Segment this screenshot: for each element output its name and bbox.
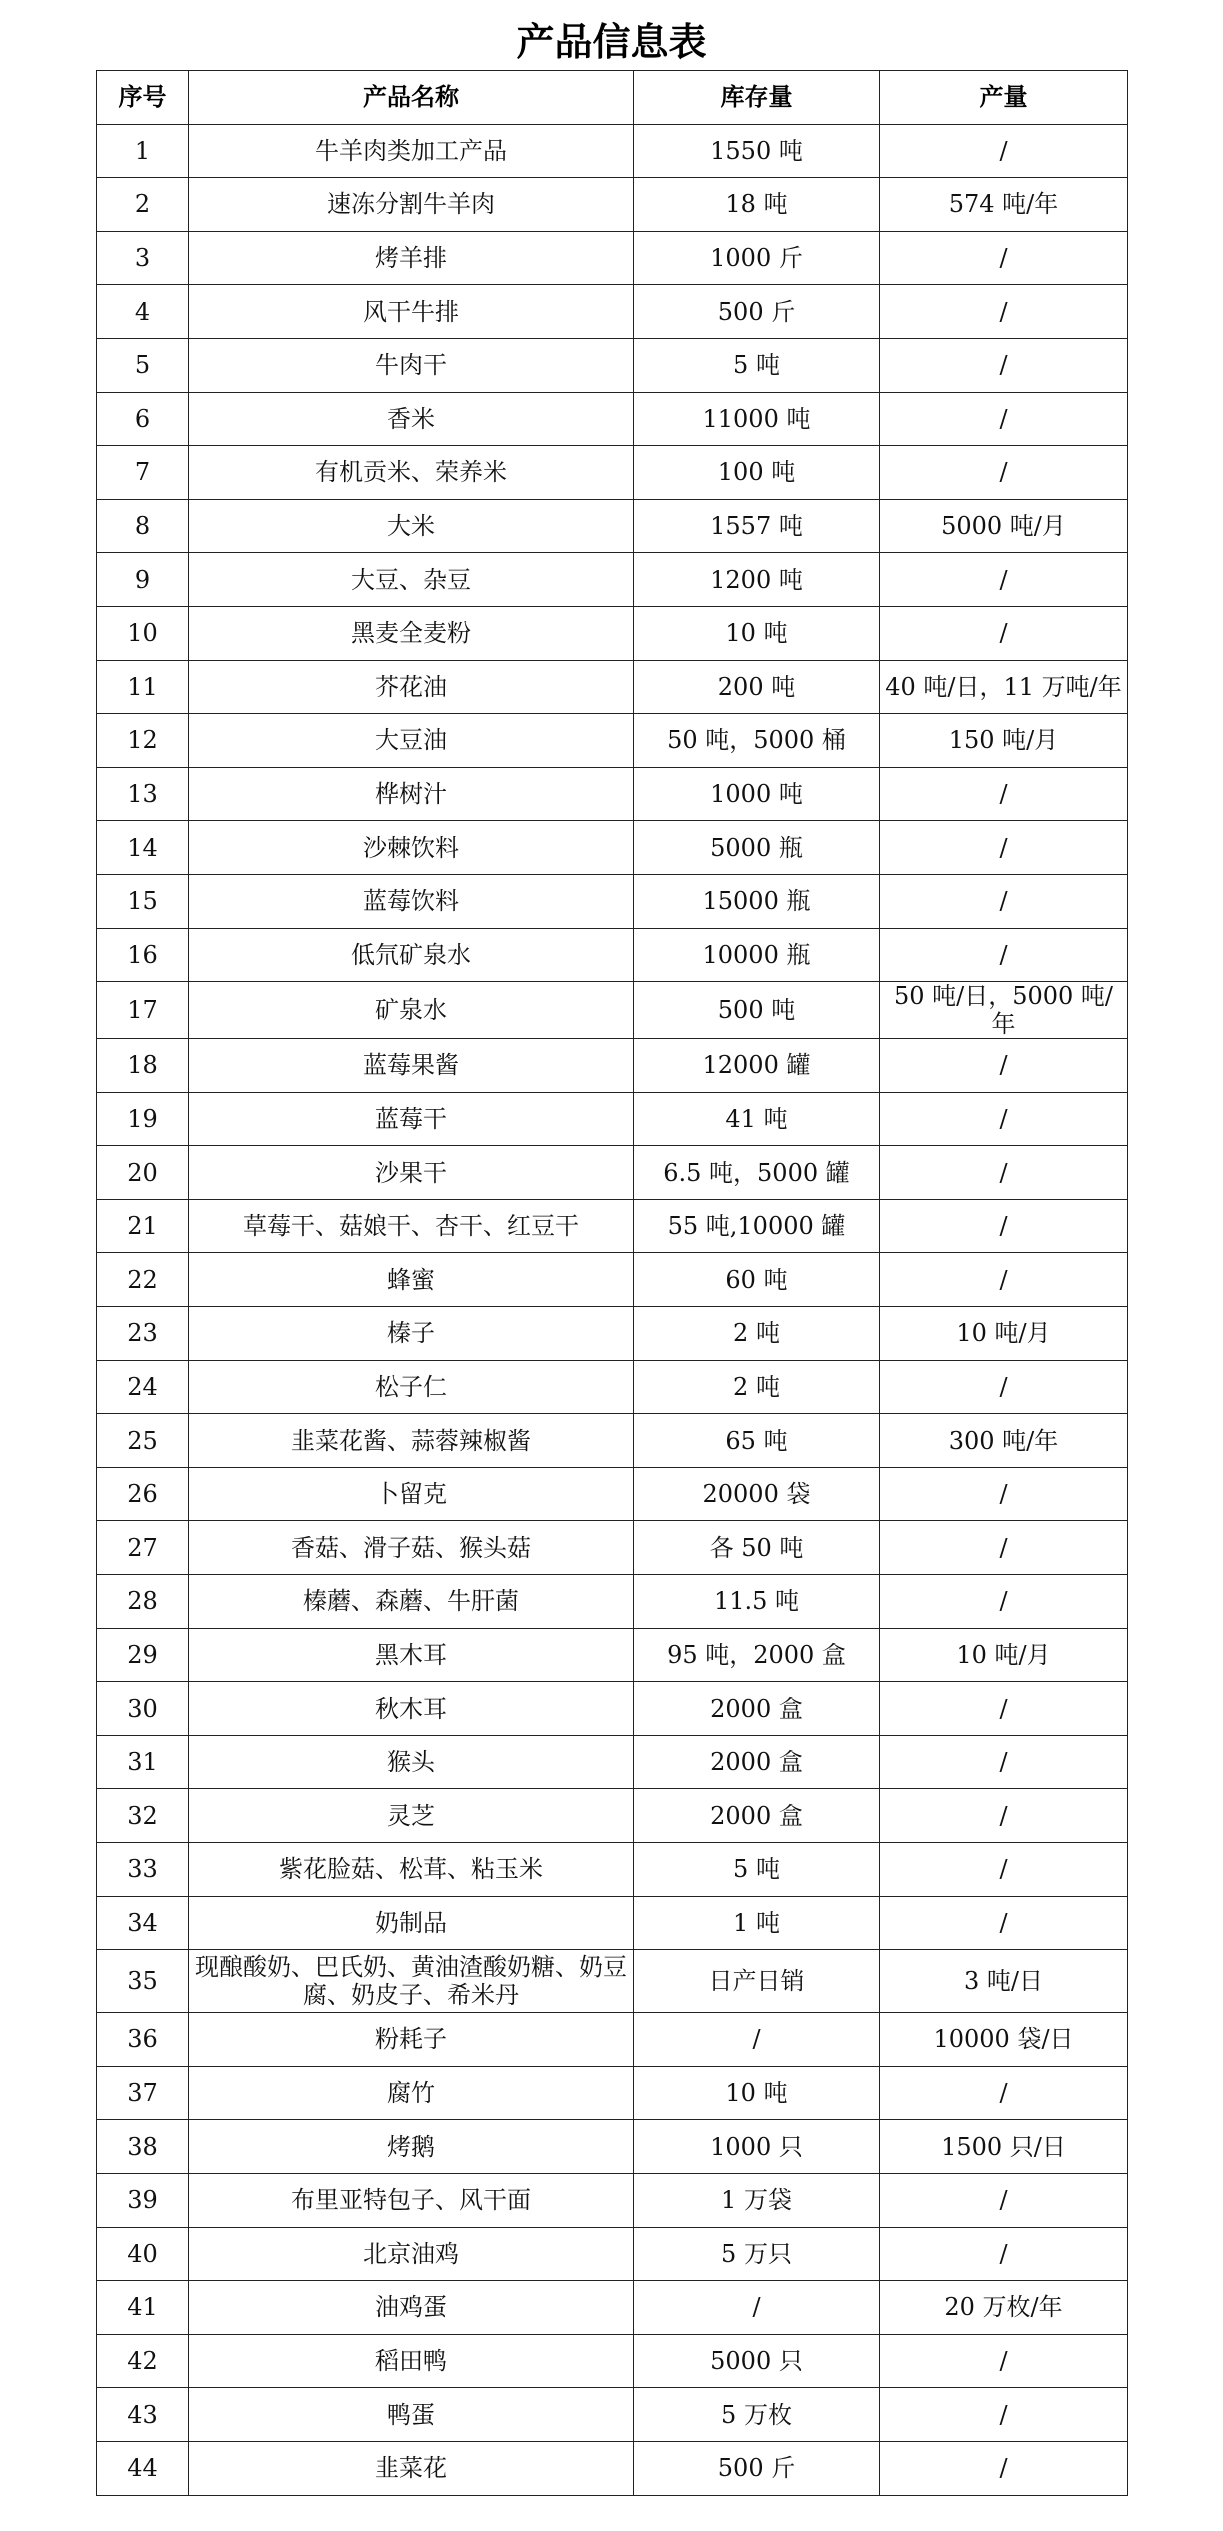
- cell-product-name: 榛蘑、森蘑、牛肝菌: [189, 1575, 634, 1629]
- table-row: [97, 1307, 1128, 1361]
- cell-index: 34: [97, 1896, 189, 1950]
- cell-stock: /: [634, 2281, 880, 2335]
- cell-index: 32: [97, 1789, 189, 1843]
- cell-product-name: 牛羊肉类加工产品: [189, 124, 634, 178]
- cell-stock: 60 吨: [634, 1253, 880, 1307]
- cell-product-name: 松子仁: [189, 1360, 634, 1414]
- cell-output: /: [880, 1199, 1128, 1253]
- cell-stock: 50 吨，5000 桶: [634, 714, 880, 768]
- table-row: [97, 2173, 1128, 2227]
- cell-stock: 2000 盒: [634, 1682, 880, 1736]
- cell-index: 5: [97, 338, 189, 392]
- cell-product-name: 黑麦全麦粉: [189, 606, 634, 660]
- cell-index: 8: [97, 499, 189, 553]
- cell-stock: 2 吨: [634, 1307, 880, 1361]
- table-row: [97, 1628, 1128, 1682]
- cell-product-name: 烤羊排: [189, 231, 634, 285]
- cell-output: 1500 只/日: [880, 2120, 1128, 2174]
- cell-index: 7: [97, 446, 189, 500]
- table-row: [97, 606, 1128, 660]
- cell-stock: 500 斤: [634, 285, 880, 339]
- table-row: [97, 2441, 1128, 2495]
- cell-output: /: [880, 2066, 1128, 2120]
- table-row: [97, 1199, 1128, 1253]
- table-row: [97, 338, 1128, 392]
- cell-index: 20: [97, 1146, 189, 1200]
- table-row: [97, 714, 1128, 768]
- cell-output: 50 吨/日，5000 吨/年: [880, 982, 1128, 1039]
- cell-stock: 日产日销: [634, 1950, 880, 2013]
- cell-product-name: 油鸡蛋: [189, 2281, 634, 2335]
- cell-index: 4: [97, 285, 189, 339]
- cell-stock: 55 吨,10000 罐: [634, 1199, 880, 1253]
- cell-product-name: 布里亚特包子、风干面: [189, 2173, 634, 2227]
- table-row: [97, 553, 1128, 607]
- cell-product-name: 韭菜花酱、蒜蓉辣椒酱: [189, 1414, 634, 1468]
- cell-product-name: 沙果干: [189, 1146, 634, 1200]
- cell-output: /: [880, 767, 1128, 821]
- cell-stock: 41 吨: [634, 1092, 880, 1146]
- cell-stock: 10 吨: [634, 2066, 880, 2120]
- cell-output: 10 吨/月: [880, 1307, 1128, 1361]
- table-row: [97, 928, 1128, 982]
- cell-index: 12: [97, 714, 189, 768]
- cell-output: /: [880, 606, 1128, 660]
- cell-stock: 11000 吨: [634, 392, 880, 446]
- cell-index: 40: [97, 2227, 189, 2281]
- table-row: [97, 124, 1128, 178]
- cell-index: 29: [97, 1628, 189, 1682]
- cell-stock: 100 吨: [634, 446, 880, 500]
- cell-index: 28: [97, 1575, 189, 1629]
- table-row: [97, 1253, 1128, 1307]
- cell-stock: 5000 只: [634, 2334, 880, 2388]
- cell-product-name: 风干牛排: [189, 285, 634, 339]
- cell-stock: 1550 吨: [634, 124, 880, 178]
- header-index: 序号: [97, 71, 189, 125]
- cell-index: 14: [97, 821, 189, 875]
- cell-output: /: [880, 553, 1128, 607]
- cell-index: 25: [97, 1414, 189, 1468]
- cell-product-name: 秋木耳: [189, 1682, 634, 1736]
- cell-product-name: 香菇、滑子菇、猴头菇: [189, 1521, 634, 1575]
- cell-product-name: 鸭蛋: [189, 2388, 634, 2442]
- cell-stock: 1000 吨: [634, 767, 880, 821]
- cell-product-name: 紫花脸菇、松茸、粘玉米: [189, 1843, 634, 1897]
- table-row: [97, 285, 1128, 339]
- cell-stock: 12000 罐: [634, 1039, 880, 1093]
- cell-product-name: 大米: [189, 499, 634, 553]
- table-row: [97, 982, 1128, 1039]
- cell-product-name: 芥花油: [189, 660, 634, 714]
- cell-output: /: [880, 392, 1128, 446]
- cell-index: 39: [97, 2173, 189, 2227]
- table-row: [97, 178, 1128, 232]
- header-row: [97, 71, 1128, 125]
- cell-index: 43: [97, 2388, 189, 2442]
- cell-index: 38: [97, 2120, 189, 2174]
- table-row: [97, 2334, 1128, 2388]
- table-row: [97, 1414, 1128, 1468]
- cell-stock: 500 吨: [634, 982, 880, 1039]
- cell-product-name: 大豆油: [189, 714, 634, 768]
- table-row: [97, 1682, 1128, 1736]
- cell-output: /: [880, 2441, 1128, 2495]
- table-row: [97, 660, 1128, 714]
- cell-index: 22: [97, 1253, 189, 1307]
- cell-index: 42: [97, 2334, 189, 2388]
- cell-output: 10000 袋/日: [880, 2013, 1128, 2067]
- cell-stock: 5 万只: [634, 2227, 880, 2281]
- cell-output: 20 万枚/年: [880, 2281, 1128, 2335]
- cell-product-name: 北京油鸡: [189, 2227, 634, 2281]
- cell-product-name: 腐竹: [189, 2066, 634, 2120]
- cell-stock: 1 万袋: [634, 2173, 880, 2227]
- cell-index: 30: [97, 1682, 189, 1736]
- cell-output: /: [880, 1039, 1128, 1093]
- cell-index: 18: [97, 1039, 189, 1093]
- cell-product-name: 黑木耳: [189, 1628, 634, 1682]
- table-row: [97, 1950, 1128, 2013]
- cell-output: 150 吨/月: [880, 714, 1128, 768]
- table-body: [97, 124, 1128, 2495]
- cell-product-name: 韭菜花: [189, 2441, 634, 2495]
- cell-index: 44: [97, 2441, 189, 2495]
- cell-product-name: 蓝莓饮料: [189, 874, 634, 928]
- cell-output: /: [880, 1467, 1128, 1521]
- cell-output: /: [880, 1253, 1128, 1307]
- cell-output: /: [880, 2388, 1128, 2442]
- cell-stock: 18 吨: [634, 178, 880, 232]
- cell-index: 31: [97, 1735, 189, 1789]
- table-row: [97, 1039, 1128, 1093]
- cell-stock: 200 吨: [634, 660, 880, 714]
- cell-stock: 5000 瓶: [634, 821, 880, 875]
- table-row: [97, 499, 1128, 553]
- table-row: [97, 1896, 1128, 1950]
- cell-product-name: 蓝莓干: [189, 1092, 634, 1146]
- cell-product-name: 有机贡米、荣养米: [189, 446, 634, 500]
- cell-output: /: [880, 1360, 1128, 1414]
- cell-stock: 6.5 吨，5000 罐: [634, 1146, 880, 1200]
- cell-index: 27: [97, 1521, 189, 1575]
- cell-product-name: 榛子: [189, 1307, 634, 1361]
- cell-stock: 95 吨，2000 盒: [634, 1628, 880, 1682]
- cell-index: 17: [97, 982, 189, 1039]
- cell-stock: 各 50 吨: [634, 1521, 880, 1575]
- cell-index: 33: [97, 1843, 189, 1897]
- cell-index: 10: [97, 606, 189, 660]
- header-product-name: 产品名称: [189, 71, 634, 125]
- table-row: [97, 874, 1128, 928]
- cell-product-name: 灵芝: [189, 1789, 634, 1843]
- cell-output: /: [880, 1146, 1128, 1200]
- cell-output: /: [880, 821, 1128, 875]
- cell-product-name: 烤鹅: [189, 2120, 634, 2174]
- cell-stock: 11.5 吨: [634, 1575, 880, 1629]
- cell-index: 16: [97, 928, 189, 982]
- cell-index: 3: [97, 231, 189, 285]
- cell-index: 11: [97, 660, 189, 714]
- cell-stock: 1 吨: [634, 1896, 880, 1950]
- table-row: [97, 446, 1128, 500]
- table-row: [97, 1360, 1128, 1414]
- cell-product-name: 牛肉干: [189, 338, 634, 392]
- table-row: [97, 1735, 1128, 1789]
- table-row: [97, 1092, 1128, 1146]
- cell-output: /: [880, 1735, 1128, 1789]
- cell-output: 3 吨/日: [880, 1950, 1128, 2013]
- table-row: [97, 392, 1128, 446]
- cell-product-name: 稻田鸭: [189, 2334, 634, 2388]
- table-row: [97, 1146, 1128, 1200]
- cell-output: 40 吨/日，11 万吨/年: [880, 660, 1128, 714]
- table-row: [97, 231, 1128, 285]
- cell-index: 36: [97, 2013, 189, 2067]
- cell-product-name: 奶制品: [189, 1896, 634, 1950]
- cell-index: 2: [97, 178, 189, 232]
- cell-index: 41: [97, 2281, 189, 2335]
- header-stock: 库存量: [634, 71, 880, 125]
- cell-output: 10 吨/月: [880, 1628, 1128, 1682]
- cell-output: /: [880, 124, 1128, 178]
- table-row: [97, 767, 1128, 821]
- cell-index: 13: [97, 767, 189, 821]
- cell-output: /: [880, 1896, 1128, 1950]
- cell-index: 21: [97, 1199, 189, 1253]
- cell-output: 574 吨/年: [880, 178, 1128, 232]
- cell-stock: 5 万枚: [634, 2388, 880, 2442]
- cell-output: /: [880, 874, 1128, 928]
- product-table: [96, 70, 1128, 2496]
- cell-index: 35: [97, 1950, 189, 2013]
- table-row: [97, 2066, 1128, 2120]
- cell-product-name: 大豆、杂豆: [189, 553, 634, 607]
- cell-output: /: [880, 2227, 1128, 2281]
- table-row: [97, 2281, 1128, 2335]
- page-title: 产品信息表: [516, 20, 707, 64]
- cell-product-name: 速冻分割牛羊肉: [189, 178, 634, 232]
- cell-output: /: [880, 1092, 1128, 1146]
- cell-product-name: 沙棘饮料: [189, 821, 634, 875]
- cell-output: /: [880, 338, 1128, 392]
- cell-stock: 500 斤: [634, 2441, 880, 2495]
- cell-output: /: [880, 1789, 1128, 1843]
- cell-index: 24: [97, 1360, 189, 1414]
- cell-product-name: 香米: [189, 392, 634, 446]
- cell-product-name: 现酿酸奶、巴氏奶、黄油渣酸奶糖、奶豆腐、奶皮子、希米丹: [189, 1950, 634, 2013]
- cell-stock: 1557 吨: [634, 499, 880, 553]
- cell-stock: 65 吨: [634, 1414, 880, 1468]
- cell-stock: 1200 吨: [634, 553, 880, 607]
- table-row: [97, 2120, 1128, 2174]
- cell-output: /: [880, 231, 1128, 285]
- table-row: [97, 1467, 1128, 1521]
- cell-index: 9: [97, 553, 189, 607]
- cell-index: 37: [97, 2066, 189, 2120]
- cell-product-name: 蜂蜜: [189, 1253, 634, 1307]
- cell-product-name: 卜留克: [189, 1467, 634, 1521]
- table-row: [97, 1521, 1128, 1575]
- cell-product-name: 矿泉水: [189, 982, 634, 1039]
- table-row: [97, 2227, 1128, 2281]
- cell-stock: 20000 袋: [634, 1467, 880, 1521]
- cell-stock: 5 吨: [634, 338, 880, 392]
- cell-output: /: [880, 2334, 1128, 2388]
- table-row: [97, 1575, 1128, 1629]
- cell-stock: 5 吨: [634, 1843, 880, 1897]
- table-row: [97, 1789, 1128, 1843]
- cell-index: 26: [97, 1467, 189, 1521]
- cell-output: /: [880, 2173, 1128, 2227]
- header-output: 产量: [880, 71, 1128, 125]
- cell-stock: 2000 盒: [634, 1735, 880, 1789]
- table-row: [97, 2013, 1128, 2067]
- cell-product-name: 草莓干、菇娘干、杏干、红豆干: [189, 1199, 634, 1253]
- cell-stock: 2 吨: [634, 1360, 880, 1414]
- cell-output: /: [880, 1843, 1128, 1897]
- cell-stock: /: [634, 2013, 880, 2067]
- table-row: [97, 1843, 1128, 1897]
- table-row: [97, 821, 1128, 875]
- cell-index: 15: [97, 874, 189, 928]
- cell-output: /: [880, 1682, 1128, 1736]
- cell-stock: 10000 瓶: [634, 928, 880, 982]
- cell-index: 23: [97, 1307, 189, 1361]
- cell-product-name: 粉耗子: [189, 2013, 634, 2067]
- cell-output: /: [880, 928, 1128, 982]
- cell-output: 300 吨/年: [880, 1414, 1128, 1468]
- cell-product-name: 猴头: [189, 1735, 634, 1789]
- cell-stock: 10 吨: [634, 606, 880, 660]
- cell-product-name: 蓝莓果酱: [189, 1039, 634, 1093]
- cell-product-name: 低氘矿泉水: [189, 928, 634, 982]
- cell-product-name: 桦树汁: [189, 767, 634, 821]
- cell-output: /: [880, 1575, 1128, 1629]
- cell-stock: 1000 只: [634, 2120, 880, 2174]
- cell-index: 1: [97, 124, 189, 178]
- cell-stock: 15000 瓶: [634, 874, 880, 928]
- cell-stock: 2000 盒: [634, 1789, 880, 1843]
- table-row: [97, 2388, 1128, 2442]
- cell-output: /: [880, 446, 1128, 500]
- cell-index: 6: [97, 392, 189, 446]
- cell-output: 5000 吨/月: [880, 499, 1128, 553]
- cell-index: 19: [97, 1092, 189, 1146]
- cell-output: /: [880, 1521, 1128, 1575]
- cell-stock: 1000 斤: [634, 231, 880, 285]
- cell-output: /: [880, 285, 1128, 339]
